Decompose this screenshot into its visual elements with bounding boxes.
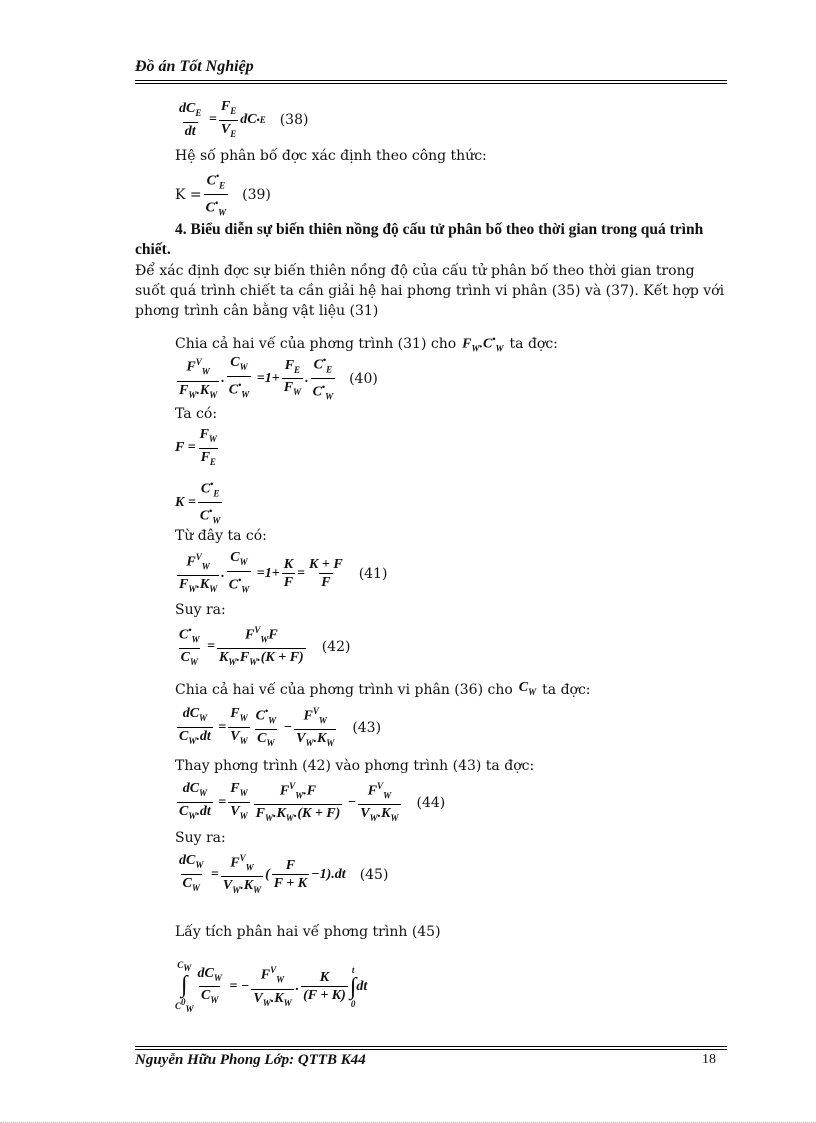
equation-number: (40) xyxy=(349,370,378,387)
text-line: Chia cả hai vế của phơng trình vi phân (36) cho $C_W$ ta đợc: xyxy=(175,680,591,698)
equation-number: (41) xyxy=(358,565,388,582)
text-line: Ta có: xyxy=(175,406,218,422)
paragraph: Để xác định đợc sự biến thiên nồng độ của cấu tử phân bố theo thời gian trong suốt quá trình chiết ta cần giải hệ hai phơng trình vi phân (35) và (37). Kết hợp với phơng trình cân bằng vật liệu (31) xyxy=(135,263,725,319)
equation-k: K = $\frac{C^•_E}{C^•_W}$ xyxy=(175,476,224,530)
text-line: Từ đây ta có: xyxy=(175,528,267,544)
text-line: Suy ra: xyxy=(175,602,226,618)
equation-number: (42) xyxy=(321,638,351,655)
text-line: Hệ số phân bố đợc xác định theo công thức: xyxy=(175,148,487,164)
k-label: K = xyxy=(175,186,202,203)
equation-f: F = $\frac{F_W}{F_E}$ xyxy=(175,426,221,471)
equation-43: $\frac{dC_W}{C_W.dt}$ = $\frac{F_W}{V_W}$ $\frac{C^•_W}{C_W}$ − $\frac{F^V_W}{V_W.K_W}$ (43) xyxy=(175,703,381,752)
text-line: Chia cả hai vế của phơng trình (31) cho $F_W.C^•_W$ ta đợc: xyxy=(175,334,558,354)
page-number: 18 xyxy=(702,1052,716,1067)
equation-39: K = $\frac{C^•_E}{C^•_W}$ (39) xyxy=(175,168,271,222)
text-line: Thay phơng trình (42) vào phơng trình (43) ta đợc: xyxy=(175,758,535,774)
equation-44: $\frac{dC_W}{C_W.dt}$ = $\frac{F_W}{V_W}$ $\frac{F^V_W.F}{F_W.K_W.(K + F)}$ − $\frac{F^V_W}{V_W.K_W}$ (44) xyxy=(175,778,445,827)
equation-integral: $C_W$ ∫ $C^0_W$ $\frac{dC_W}{C_W}$ = − $\frac{F^V_W}{V_W.K_W}$ . $\frac{K}{(F + K)}$ t ∫ 0 dt xyxy=(175,960,368,1014)
equation-number: (43) xyxy=(352,719,382,736)
page-header-title: Đồ án Tốt Nghiệp xyxy=(135,58,254,75)
equation-45: $\frac{dC_W}{C_W}$ = $\frac{F^V_W}{V_W.K_W}$ ( $\frac{F}{F + K}$ −1).dt (45) xyxy=(175,850,388,899)
header-rule xyxy=(135,80,727,84)
equation-number: (44) xyxy=(416,794,446,811)
equation-38: $\frac{dC_E}{dt}$ = $\frac{F_E}{V_E}$ dC • E (38) xyxy=(175,98,308,143)
equation-41: $\frac{F^V_W}{F_W.K_W}$ . $\frac{C_W}{C^•_W}$ =1+ $\frac{K}{F}$ = $\frac{K + F}{F}$ (41) xyxy=(175,549,387,598)
equation-40: $\frac{F^V_W}{F_W.K_W}$ . $\frac{C_W}{C^•_W}$ =1+ $\frac{F_E}{F_W}$ . $\frac{C^•_E}{C^•_W}$ (40) xyxy=(175,352,378,406)
equation-number: (38) xyxy=(279,112,309,129)
text-line: Lấy tích phân hai vế phơng trình (45) xyxy=(175,924,441,940)
equation-42: $\frac{C^•_W}{C_W}$ = $\frac{F^V_WF}{K_W.F_W.(K + F)}$ (42) xyxy=(175,622,350,671)
section-heading: 4. Biểu diễn sự biến thiên nồng độ cấu tử phân bố theo thời gian trong quá trình chiết. xyxy=(135,221,704,258)
footer-rule xyxy=(135,1046,727,1050)
equation-number: (39) xyxy=(242,186,271,203)
equation-number: (45) xyxy=(359,866,389,883)
text-line: Suy ra: xyxy=(175,830,226,846)
footer-author: Nguyễn Hữu Phong Lớp: QTTB K44 xyxy=(135,1052,366,1068)
